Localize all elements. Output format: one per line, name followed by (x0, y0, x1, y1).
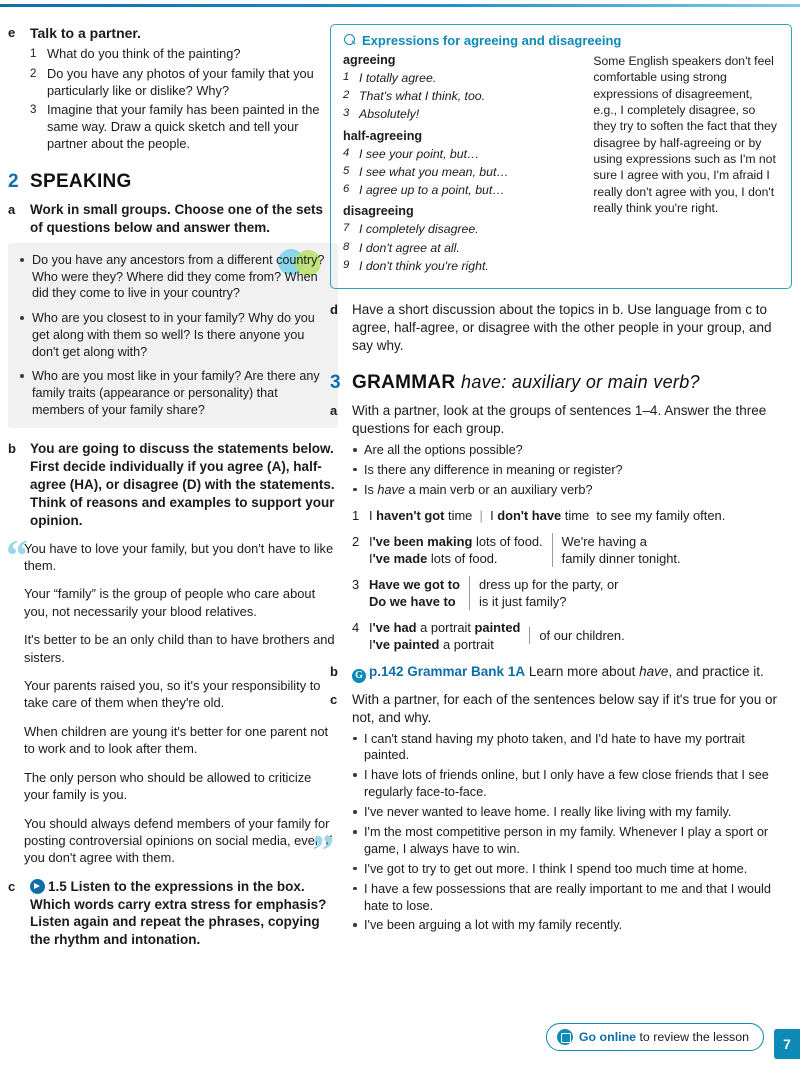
item-number: 5 (343, 164, 350, 177)
sentence-tail: to see my family often. (596, 507, 726, 523)
text-part-bold: A (271, 459, 282, 475)
item-number: 9 (343, 258, 350, 271)
item-number: 2 (343, 89, 350, 102)
list-item: I've never wanted to leave home. I really like living with my family. (352, 804, 792, 821)
option-prefix: I (369, 636, 373, 652)
sentence-tail: dress up for the party, or is it just family? (469, 576, 629, 610)
exercise-letter-a: a (8, 202, 16, 218)
exercise-letter-b: b (330, 663, 338, 679)
grammar-bank-link[interactable]: p.142 Grammar Bank 1A (369, 663, 526, 679)
list-item: I'm the most competitive person in my family. Whenever I play a sport or game, I always have to win. (352, 824, 792, 858)
exercise-d (330, 301, 792, 354)
list-item (30, 46, 338, 63)
lightbulb-icon (343, 34, 356, 47)
grammar-sentence-2 (352, 533, 792, 567)
exercise-letter-c: c (8, 878, 16, 894)
exercise-speaking-b (8, 440, 338, 529)
option-prefix: I (369, 619, 373, 635)
grammar-bank-icon[interactable]: G (352, 669, 366, 683)
list-item (30, 102, 338, 152)
list-item: Who are you most like in your family? Are there any family traits (appearance or personality) that members of your family share? (20, 368, 326, 418)
item-text: Absolutely! (359, 107, 420, 122)
option-line-1: Have we got to (369, 576, 460, 592)
option-bold: 've been making (372, 533, 473, 549)
sentence-tail: We're having a family dinner tonight. (552, 533, 682, 567)
exercise-grammar-a (330, 402, 792, 438)
exercise-letter-c: c (330, 691, 338, 707)
text-part-bold: HA (74, 477, 94, 493)
expressions-box (330, 24, 792, 289)
section-number: 3 (330, 372, 341, 394)
list-item (343, 70, 579, 86)
left-column (8, 24, 338, 953)
list-item (343, 240, 579, 256)
item-number: 1 (352, 507, 360, 523)
agreeing-list (343, 70, 579, 123)
section-subtitle: have: auxiliary or main verb? (461, 372, 700, 393)
option-suffix: time (561, 507, 590, 523)
text-part: ), or disagree ( (93, 477, 187, 493)
option-prefix: I (369, 533, 373, 549)
statement: Your parents raised you, so it's your responsibility to take care of them when they're old. (24, 678, 321, 711)
question-sets-panel (8, 243, 338, 429)
item-number: 3 (30, 104, 37, 117)
list-item (343, 258, 579, 274)
item-text: What do you think of the painting? (47, 46, 241, 62)
section-number: 2 (8, 171, 19, 193)
option-bold: 've painted (372, 636, 440, 652)
text-part: You are going to discuss the statements below. First decide individually if you agree ( (30, 441, 334, 475)
option-suffix: lots of food. (472, 533, 543, 549)
quote-open-icon: “ (6, 530, 28, 580)
statement: It's better to be an only child than to have brothers and sisters. (24, 632, 335, 665)
expressions-box-title: Expressions for agreeing and disagreeing (362, 33, 622, 48)
option-bold-2: painted (474, 619, 521, 635)
item-number: 7 (343, 222, 350, 235)
expressions-list-column (343, 53, 579, 276)
exercise-a-text: With a partner, look at the groups of sentences 1–4. Answer the three questions for each group. (352, 403, 767, 437)
option-line-1 (369, 619, 520, 636)
list-item (343, 221, 579, 237)
list-item (343, 164, 579, 180)
group-title-agreeing: agreeing (343, 53, 396, 67)
item-number: 8 (343, 240, 350, 253)
disagreeing-list (343, 221, 579, 274)
option-suffix: a portrait (439, 636, 494, 652)
list-item: Do you have any ancestors from a different country? Who were they? Where did they come from? When did they come to live in your country? (20, 252, 326, 302)
go-online-sublabel: to review the lesson (636, 1030, 749, 1044)
list-item: Is there any difference in meaning or register? (352, 462, 792, 479)
grammar-c-items (352, 731, 792, 935)
option-suffix: lots of food. (427, 550, 498, 566)
option-prefix: I (369, 550, 373, 566)
statement: Your “family” is the group of people who care about you, not necessarily your blood relatives. (24, 586, 316, 619)
list-item: I have a few possessions that are really important to me and that I would hate to lose. (352, 881, 792, 915)
option-suffix: time (444, 507, 473, 523)
option-suffix: a portrait (416, 619, 475, 635)
item-text: Do you have any photos of your family that you particularly like or dislike? Why? (47, 66, 314, 98)
text-part: Learn more about (525, 663, 640, 679)
exercise-e-title: Talk to a partner. (30, 25, 141, 41)
text-part: ) with the statements. Think of reasons and examples to support your opinion. (30, 477, 335, 528)
exercise-grammar-c (330, 691, 792, 727)
audio-track-number: 1.5 (48, 878, 67, 894)
option-line-2 (369, 636, 520, 653)
item-text: I totally agree. (359, 71, 437, 85)
option-bold: 've had (372, 619, 417, 635)
section-speaking-heading (8, 171, 338, 193)
text-part: , and practice it. (668, 663, 764, 679)
list-item (343, 88, 579, 104)
group-title-disagreeing: disagreeing (343, 204, 414, 219)
sentence-tail: of our children. (529, 627, 624, 644)
statement: When children are young it's better for one parent not to work and to look after them. (24, 723, 329, 757)
exercise-c-text: With a partner, for each of the sentences below say if it's true for you or not, and why. (352, 691, 778, 725)
item-number: 1 (30, 48, 37, 61)
item-text: I see your point, but… (359, 146, 480, 161)
list-item: I've got to try to get out more. I think I spend too much time at home. (352, 861, 792, 878)
section-title-text: GRAMMAR (352, 372, 456, 394)
list-item: Who are you closest to in your family? Why do you get along with them so well? Is there anyone you don't get along with? (20, 310, 326, 360)
option-line-2: Do we have to (369, 593, 456, 609)
quote-close-icon: ” (312, 825, 334, 875)
options-column (369, 533, 543, 567)
audio-play-icon[interactable] (30, 879, 45, 894)
section-grammar-heading (330, 372, 792, 394)
globe-icon (557, 1029, 573, 1045)
exercise-c-instruction: Listen to the expressions in the box. Which words carry extra stress for emphasis? Listen again and repeat the phrases, copying the rhythm and intonation. (30, 878, 327, 948)
grammar-sentence-4 (352, 619, 792, 653)
exercise-e-questions (30, 46, 338, 152)
exercise-grammar-b (330, 663, 792, 683)
option-prefix: I (369, 507, 377, 523)
option-prefix: I (490, 507, 498, 523)
option-bold: don't have (497, 507, 562, 523)
item-number: 3 (352, 576, 360, 592)
sentence-body: I haven't got time | I don't have time to see my family often. (369, 507, 726, 523)
group-title-half-agreeing: half-agreeing (343, 128, 423, 143)
option-line-1 (369, 533, 543, 550)
statement: You should always defend members of your family for posting controversial opinions on social media, even if you don't agree with them. (24, 815, 333, 866)
item-number: 1 (343, 71, 350, 83)
exercise-letter-d: d (330, 301, 338, 317)
item-number: 4 (352, 619, 360, 635)
list-item: I've been arguing a lot with my family recently. (352, 917, 792, 934)
exercise-d-text: Have a short discussion about the topics in b. Use language from c to agree, half-agree, or disagree with the other people in your group, and say why. (352, 301, 772, 353)
sentence-body (369, 576, 792, 610)
exercise-e (8, 24, 338, 155)
statement: You have to love your family, but you don't have to like them. (24, 540, 334, 573)
options-column (369, 576, 460, 610)
expressions-box-header (343, 33, 779, 48)
list-item: Are all the options possible? (352, 442, 792, 459)
list-item: Is have a main verb or an auxiliary verb? (352, 482, 792, 499)
grammar-questions-list (352, 442, 792, 499)
item-number: 6 (343, 183, 350, 196)
exercise-b-text (352, 663, 792, 683)
go-online-label: Go online (578, 1030, 637, 1044)
list-item (343, 146, 579, 162)
item-text: Imagine that your family has been painted in the same way. Draw a quick sketch and tell your partner about the people. (47, 102, 320, 151)
list-item (30, 66, 338, 99)
half-agreeing-list (343, 146, 579, 199)
option-bold: 've made (372, 550, 428, 566)
section-title: SPEAKING (30, 171, 132, 193)
item-text: I completely disagree. (359, 222, 479, 237)
exercise-letter-e: e (8, 25, 16, 40)
sentence-body (369, 533, 792, 567)
text-part-italic: have (639, 663, 669, 679)
statement: The only person who should be allowed to criticize your family is you. (24, 769, 312, 803)
item-text: I see what you mean, but… (359, 164, 509, 179)
exercise-b-text (30, 440, 338, 529)
question-sets-list (20, 252, 326, 419)
item-number: 2 (30, 68, 37, 81)
go-online-button[interactable] (546, 1023, 764, 1051)
statements-quote-block (6, 530, 338, 875)
exercise-letter-b: b (8, 441, 16, 457)
option-line-2 (369, 550, 543, 567)
exercise-letter-a: a (330, 403, 338, 419)
exercise-speaking-a (8, 201, 338, 237)
list-item: I can't stand having my photo taken, and I'd hate to have my portrait painted. (352, 731, 792, 765)
item-text: I don't think you're right. (359, 258, 489, 273)
grammar-sentence-1 (352, 507, 792, 524)
text-part-bold: D (186, 477, 197, 493)
page-top-rule (0, 0, 800, 10)
sentence-body (369, 619, 792, 653)
list-item: I have lots of friends online, but I only have a few close friends that I see regularly face-to-face. (352, 767, 792, 801)
expressions-box-note: Some English speakers don't feel comfortable using strong expressions of disagreement, e.g., I completely disagree, so they try to soften the fact that they disagree by half-agreeing or by using expressions such as I'm not sure I agree with you, I'm afraid I really don't agree with you, I don't really think you're right. (593, 54, 777, 216)
item-text: I don't agree at all. (359, 240, 460, 255)
grammar-sentence-3 (352, 576, 792, 610)
item-number: 2 (352, 533, 360, 549)
text-part: ), half-agree ( (30, 459, 322, 493)
right-column (330, 24, 792, 940)
option-bold: haven't got (376, 507, 445, 523)
item-number: 4 (343, 146, 350, 159)
item-number: 3 (343, 107, 350, 120)
item-text: That's what I think, too. (359, 89, 486, 104)
exercise-a-text: Work in small groups. Choose one of the sets of questions below and answer them. (30, 202, 324, 236)
options-column (369, 619, 520, 653)
list-item (343, 106, 579, 122)
page-number: 7 (774, 1029, 800, 1059)
exercise-speaking-c (8, 878, 338, 949)
section-title (352, 372, 700, 394)
list-item (343, 182, 579, 198)
exercise-c-text (30, 878, 338, 949)
item-text: I agree up to a point, but… (359, 183, 505, 198)
